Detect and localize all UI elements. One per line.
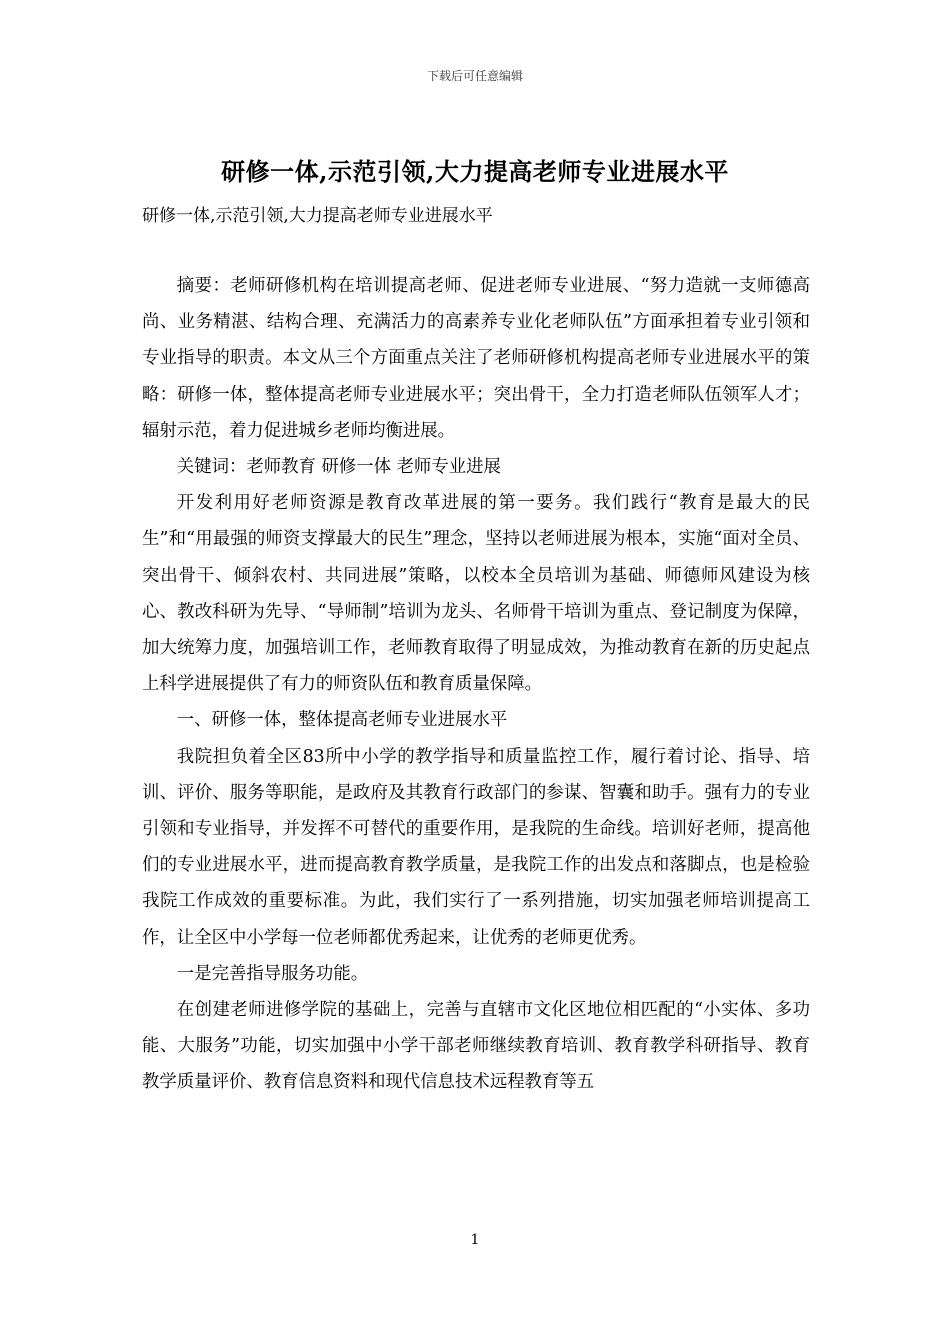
body-paragraph: 我院担负着全区83所中小学的教学指导和质量监控工作，履行着讨论、指导、培训、评价、服务等职能，是政府及其教育行政部门的参谋、智囊和助手。强有力的专业引领和专业指导，并发挥不可替代的重要作用，是我院的生命线。培训好老师，提高他们的专业进展水平，进而提高教育教学质量，是我院工作的出发点和落脚点，也是检验我院工作成效的重要标准。为此，我们实行了一系列措施，切实加强老师培训提高工作，让全区中小学每一位老师都优秀起来，让优秀的老师更优秀。 — [142, 746, 810, 948]
document-body — [142, 268, 810, 1101]
page-number: 1 — [470, 1232, 480, 1248]
abstract-paragraph: 摘要：老师研修机构在培训提高老师、促进老师专业进展、“努力造就一支师德高尚、业务精湛、结构合理、充满活力的高素养专业化老师队伍”方面承担着专业引领和专业指导的职责。本文从三个方面重点关注了老师研修机构提高老师专业进展水平的策略：研修一体，整体提高老师专业进展水平；突出骨干，全力打造老师队伍领军人才；辐射示范，着力促进城乡老师均衡进展。 — [142, 276, 810, 441]
document-subtitle: 研修一体,示范引领,大力提高老师专业进展水平 — [142, 206, 493, 226]
body-paragraph: 开发利用好老师资源是教育改革进展的第一要务。我们践行“教育是最大的民生”和“用最强的师资支撑最大的民生”理念，坚持以老师进展为根本，实施“面对全员、突出骨干、倾斜农村、共同进展”策略，以校本全员培训为基础、师德师风建设为核心、教改科研为先导、“导师制”培训为龙头、名师骨干培训为重点、登记制度为保障，加大统筹力度，加强培训工作，老师教育取得了明显成效，为推动教育在新的历史起点上科学进展提供了有力的师资队伍和教育质量保障。 — [142, 493, 810, 695]
body-paragraph: 在创建老师进修学院的基础上，完善与直辖市文化区地位相匹配的“小实体、多功能、大服务”功能，切实加强中小学干部老师继续教育培训、教育教学科研指导、教育教学质量评价、教育信息资料和现代信息技术远程教育等五 — [142, 1000, 810, 1093]
subsection-heading: 一是完善指导服务功能。 — [176, 963, 369, 984]
keywords-paragraph: 关键词：老师教育 研修一体 老师专业进展 — [176, 457, 501, 478]
section-heading: 一、研修一体，整体提高老师专业进展水平 — [176, 710, 508, 731]
header-note: 下载后可任意编辑 — [426, 69, 523, 83]
document-title: 研修一体,示范引领,大力提高老师专业进展水平 — [221, 157, 729, 186]
